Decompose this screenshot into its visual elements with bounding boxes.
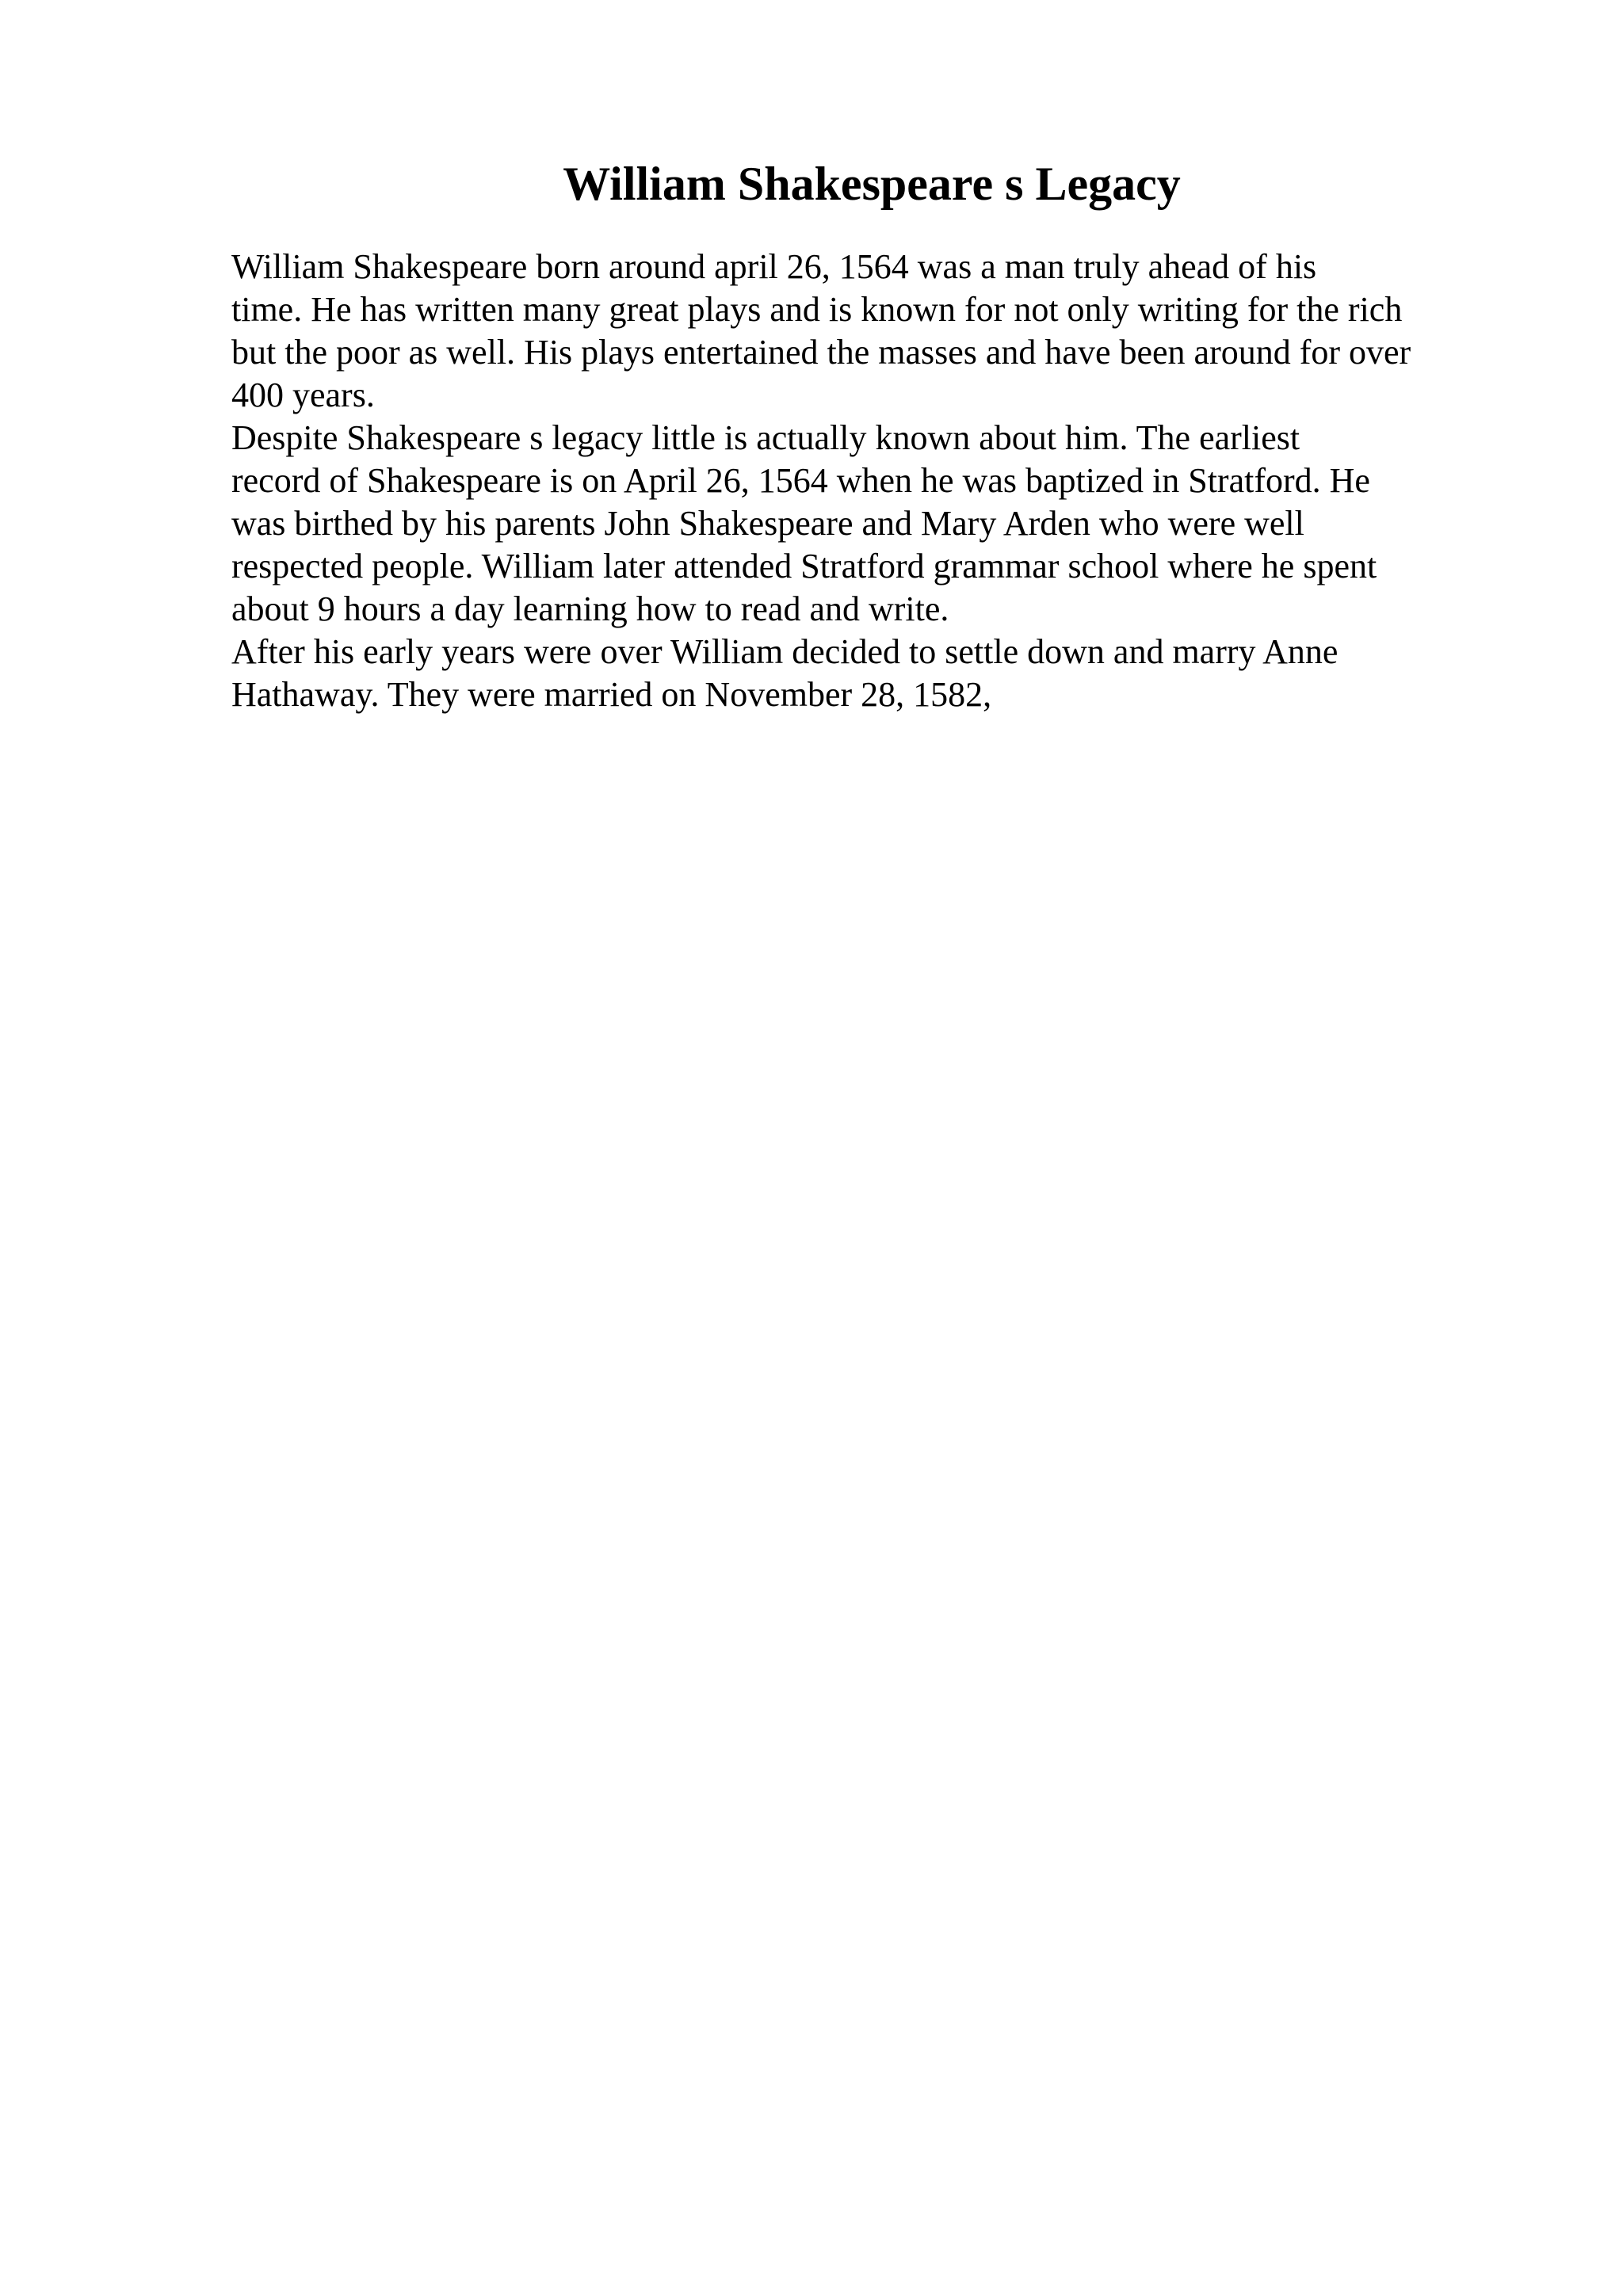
- body-line: After his early years were over William decided to settle down and marry Anne: [231, 632, 1338, 671]
- document-title: William Shakespeare s Legacy: [563, 158, 1181, 210]
- body-line: was birthed by his parents John Shakespeare and Mary Arden who were well: [231, 504, 1304, 543]
- document-body: [231, 246, 1579, 716]
- body-line: Hathaway. They were married on November 28, 1582,: [231, 675, 992, 714]
- body-line: respected people. William later attended Stratford grammar school where he spent: [231, 547, 1377, 585]
- body-line: Despite Shakespeare s legacy little is actually known about him. The earliest: [231, 418, 1300, 457]
- body-line: but the poor as well. His plays entertained the masses and have been around for over: [231, 333, 1411, 372]
- body-line: William Shakespeare born around april 26, 1564 was a man truly ahead of his: [231, 247, 1317, 286]
- body-line: record of Shakespeare is on April 26, 1564 when he was baptized in Stratford. He: [231, 461, 1370, 500]
- body-line: time. He has written many great plays and is known for not only writing for the rich: [231, 290, 1403, 329]
- body-line: 400 years.: [231, 376, 375, 414]
- body-line: about 9 hours a day learning how to read and write.: [231, 589, 949, 628]
